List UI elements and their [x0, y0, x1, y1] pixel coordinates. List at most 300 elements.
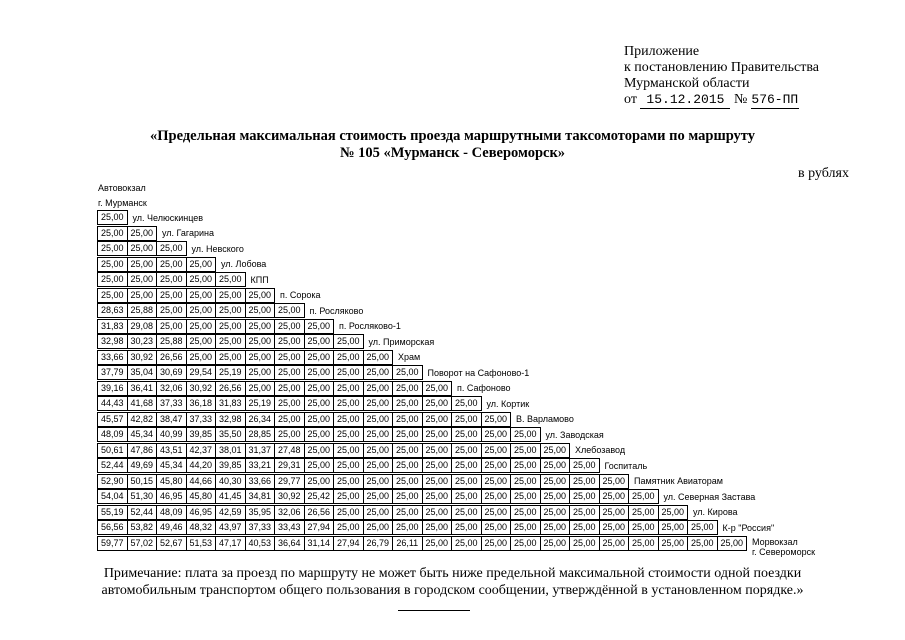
stop-name-line: ул. Кирова	[693, 507, 738, 517]
price-cell: 45,57	[97, 412, 128, 427]
price-cell: 25,00	[481, 427, 512, 442]
price-cell: 25,00	[510, 489, 541, 504]
price-cell: 25,00	[540, 474, 571, 489]
table-row	[97, 303, 363, 318]
price-cell: 25,00	[481, 474, 512, 489]
price-cell: 40,30	[215, 474, 246, 489]
price-cell: 25,00	[481, 443, 512, 458]
price-cell: 25,00	[215, 319, 246, 334]
price-cell: 25,00	[215, 272, 246, 287]
price-cell: 25,00	[363, 520, 394, 535]
table-row	[97, 210, 203, 225]
price-cell: 35,04	[127, 365, 158, 380]
price-cell: 25,00	[245, 365, 276, 380]
price-cell: 25,00	[333, 350, 364, 365]
footnote-line-2: автомобильным транспортом общего пользования в городском сообщении, утверждённой в установленном порядке.»	[101, 583, 804, 598]
price-cell: 25,00	[422, 474, 453, 489]
price-cell: 28,63	[97, 303, 128, 318]
stop-name-line: Морвокзал	[752, 537, 798, 547]
price-cell: 25,00	[363, 412, 394, 427]
price-cell: 25,00	[363, 474, 394, 489]
price-cell: 27,94	[333, 536, 364, 551]
price-cell: 25,00	[599, 505, 630, 520]
price-cell: 25,00	[363, 381, 394, 396]
stop-name	[162, 228, 214, 238]
price-cell: 25,00	[392, 520, 423, 535]
price-cell: 31,14	[304, 536, 335, 551]
price-cell: 25,00	[186, 303, 217, 318]
price-cell: 25,00	[540, 458, 571, 473]
price-cell: 49,69	[127, 458, 158, 473]
price-cell: 47,86	[127, 443, 158, 458]
table-row	[97, 412, 574, 427]
price-cell: 50,61	[97, 443, 128, 458]
price-cell: 41,68	[127, 396, 158, 411]
stop-name-line: Хлебозавод	[575, 445, 626, 455]
price-cell: 25,00	[333, 489, 364, 504]
stop-name	[575, 445, 625, 455]
price-cell: 25,00	[658, 520, 689, 535]
price-cell: 25,00	[481, 520, 512, 535]
stop-name	[752, 537, 815, 557]
price-cell: 55,19	[97, 505, 128, 520]
price-cell: 48,09	[156, 505, 187, 520]
price-cell: 57,02	[127, 536, 158, 551]
price-cell: 25,00	[569, 489, 600, 504]
stop-name	[546, 430, 604, 440]
stop-name	[398, 352, 420, 362]
price-cell: 25,00	[333, 520, 364, 535]
price-cell: 25,00	[392, 489, 423, 504]
stop-name-line: п. Сорока	[280, 290, 321, 300]
price-cell: 25,00	[97, 257, 128, 272]
price-cell: 46,95	[156, 489, 187, 504]
price-cell: 25,00	[392, 396, 423, 411]
stop-name	[369, 337, 435, 347]
price-cell: 25,00	[127, 257, 158, 272]
table-row	[97, 536, 816, 557]
price-cell: 44,43	[97, 396, 128, 411]
price-cell: 53,82	[127, 520, 158, 535]
stop-name	[339, 321, 401, 331]
price-cell: 45,34	[127, 427, 158, 442]
table-row	[97, 334, 434, 349]
price-cell: 25,00	[333, 381, 364, 396]
price-cell: 25,00	[156, 319, 187, 334]
stop-name	[693, 507, 738, 517]
stop-name	[428, 368, 530, 378]
price-cell: 25,00	[687, 520, 718, 535]
table-row	[97, 288, 321, 303]
price-cell: 25,00	[363, 505, 394, 520]
currency-unit: в рублях	[798, 166, 849, 181]
price-cell: 31,83	[97, 319, 128, 334]
price-cell: 25,00	[304, 443, 335, 458]
price-cell: 25,88	[156, 334, 187, 349]
price-cell: 25,00	[274, 412, 305, 427]
price-cell: 25,00	[97, 288, 128, 303]
price-cell: 26,56	[156, 350, 187, 365]
price-cell: 25,00	[510, 443, 541, 458]
stop-name-line: Госпиталь	[604, 460, 648, 471]
price-cell: 51,53	[186, 536, 217, 551]
price-cell: 30,23	[127, 334, 158, 349]
price-cell: 25,00	[451, 396, 482, 411]
price-cell: 25,00	[392, 505, 423, 520]
table-row	[97, 226, 214, 241]
price-cell: 52,44	[127, 505, 158, 520]
price-cell: 25,00	[333, 427, 364, 442]
price-cell: 25,00	[363, 396, 394, 411]
resolution-date: 15.12.2015	[640, 92, 730, 109]
price-cell: 26,11	[392, 536, 423, 551]
price-cell: 25,00	[392, 381, 423, 396]
price-cell: 25,00	[333, 396, 364, 411]
price-cell: 25,00	[274, 334, 305, 349]
price-cell: 25,00	[687, 536, 718, 551]
price-cell: 25,00	[156, 288, 187, 303]
price-cell: 30,69	[156, 365, 187, 380]
price-cell: 25,00	[451, 489, 482, 504]
price-cell: 25,00	[156, 272, 187, 287]
price-cell: 44,66	[186, 474, 217, 489]
price-cell: 25,00	[333, 412, 364, 427]
price-cell: 25,00	[451, 412, 482, 427]
table-row	[97, 319, 401, 334]
price-cell: 25,00	[510, 520, 541, 535]
price-cell: 25,00	[274, 396, 305, 411]
price-cell: 25,00	[422, 505, 453, 520]
stop-name-line: К-р "Россия"	[722, 522, 775, 533]
price-cell: 27,48	[274, 443, 305, 458]
price-cell: 25,00	[658, 536, 689, 551]
stop-name	[133, 213, 204, 223]
price-cell: 25,00	[569, 474, 600, 489]
price-cell: 25,00	[422, 427, 453, 442]
price-cell: 37,33	[186, 412, 217, 427]
price-cell: 25,19	[215, 365, 246, 380]
price-cell: 25,00	[540, 489, 571, 504]
price-cell: 44,20	[186, 458, 217, 473]
stop-name	[192, 244, 244, 254]
price-cell: 25,00	[392, 474, 423, 489]
price-cell: 25,00	[392, 427, 423, 442]
price-cell: 25,00	[333, 443, 364, 458]
price-cell: 25,00	[422, 381, 453, 396]
price-cell: 25,00	[451, 536, 482, 551]
price-cell: 32,06	[156, 381, 187, 396]
price-cell: 25,00	[510, 505, 541, 520]
table-row	[97, 443, 625, 458]
stop-name	[516, 414, 574, 424]
closing-rule	[398, 610, 470, 611]
price-cell: 25,00	[127, 288, 158, 303]
price-cell: 25,00	[274, 365, 305, 380]
price-cell: 36,41	[127, 381, 158, 396]
price-cell: 25,00	[422, 396, 453, 411]
price-cell: 25,00	[97, 241, 128, 256]
price-cell: 25,00	[392, 365, 423, 380]
price-cell: 25,00	[540, 443, 571, 458]
price-cell: 25,00	[304, 334, 335, 349]
price-cell: 25,00	[569, 536, 600, 551]
price-cell: 25,00	[599, 520, 630, 535]
stop-name-line: ул. Приморская	[368, 336, 435, 347]
price-cell: 48,32	[186, 520, 217, 535]
price-cell: 25,00	[540, 520, 571, 535]
price-cell: 35,50	[215, 427, 246, 442]
price-cell: 25,00	[717, 536, 748, 551]
price-cell: 25,00	[392, 443, 423, 458]
price-cell: 25,00	[304, 350, 335, 365]
price-cell: 33,43	[274, 520, 305, 535]
start-stop-line-1: Автовокзал	[98, 183, 146, 193]
price-cell: 25,00	[363, 458, 394, 473]
appendix-region: Мурманской области	[624, 76, 750, 91]
price-cell: 25,00	[245, 350, 276, 365]
price-cell: 25,00	[392, 458, 423, 473]
price-cell: 25,00	[510, 474, 541, 489]
price-cell: 26,79	[363, 536, 394, 551]
stop-name	[634, 476, 723, 486]
stop-name	[664, 492, 756, 502]
price-cell: 25,00	[599, 474, 630, 489]
price-cell: 25,00	[304, 412, 335, 427]
price-cell: 25,00	[628, 536, 659, 551]
price-cell: 36,64	[274, 536, 305, 551]
price-cell: 25,00	[274, 350, 305, 365]
price-cell: 33,21	[245, 458, 276, 473]
price-cell: 25,00	[215, 350, 246, 365]
price-cell: 25,00	[599, 489, 630, 504]
table-row	[97, 427, 604, 442]
price-cell: 25,00	[274, 319, 305, 334]
stop-name-line: ул. Северная Застава	[663, 491, 756, 502]
price-cell: 25,00	[451, 427, 482, 442]
price-cell: 30,92	[274, 489, 305, 504]
price-cell: 29,77	[274, 474, 305, 489]
stop-name-line: ул. Кортик	[486, 398, 530, 409]
table-row	[97, 474, 723, 489]
price-cell: 25,42	[304, 489, 335, 504]
price-cell: 25,00	[304, 396, 335, 411]
stop-name-line: ул. Лобова	[221, 259, 267, 269]
price-cell: 45,34	[156, 458, 187, 473]
stop-name	[457, 383, 511, 393]
price-cell: 37,33	[156, 396, 187, 411]
price-cell: 25,00	[97, 210, 128, 225]
price-cell: 25,00	[215, 303, 246, 318]
price-cell: 25,00	[569, 458, 600, 473]
stop-name	[251, 275, 269, 285]
start-stop-line-2: г. Мурманск	[98, 198, 147, 208]
price-cell: 30,92	[127, 350, 158, 365]
stop-name-line: ул. Гагарина	[162, 228, 215, 238]
price-cell: 30,92	[186, 381, 217, 396]
price-cell: 40,53	[245, 536, 276, 551]
price-cell: 25,00	[304, 365, 335, 380]
price-cell: 25,00	[274, 427, 305, 442]
price-cell: 25,00	[451, 520, 482, 535]
price-cell: 38,01	[215, 443, 246, 458]
document-title	[0, 128, 905, 162]
table-row	[97, 458, 647, 473]
price-cell: 26,34	[245, 412, 276, 427]
appendix-date-line	[624, 92, 819, 109]
price-cell: 51,30	[127, 489, 158, 504]
price-cell: 25,00	[510, 536, 541, 551]
price-cell: 25,00	[481, 489, 512, 504]
price-cell: 25,00	[333, 334, 364, 349]
price-cell: 25,00	[245, 319, 276, 334]
footnote-line-1: Примечание: плата за проезд по маршруту не может быть ниже предельной максимальной стоимости одной поездки	[103, 566, 802, 581]
price-cell: 25,00	[569, 520, 600, 535]
price-cell: 25,00	[274, 381, 305, 396]
price-cell: 25,00	[392, 412, 423, 427]
price-cell: 25,00	[628, 505, 659, 520]
table-row	[97, 520, 774, 535]
price-cell: 29,54	[186, 365, 217, 380]
price-cell: 25,00	[304, 458, 335, 473]
price-cell: 25,00	[97, 272, 128, 287]
stop-name	[310, 306, 364, 316]
price-cell: 25,00	[481, 505, 512, 520]
stop-name	[221, 259, 266, 269]
price-cell: 29,31	[274, 458, 305, 473]
title-line-2: № 105 «Мурманск - Североморск»	[339, 145, 566, 161]
table-row	[97, 350, 420, 365]
price-cell: 48,09	[97, 427, 128, 442]
price-cell: 25,00	[215, 334, 246, 349]
price-cell: 25,00	[363, 489, 394, 504]
price-cell: 25,00	[422, 412, 453, 427]
price-cell: 25,00	[599, 536, 630, 551]
price-cell: 43,97	[215, 520, 246, 535]
price-cell: 25,00	[451, 443, 482, 458]
price-cell: 47,17	[215, 536, 246, 551]
price-cell: 25,00	[569, 505, 600, 520]
price-cell: 25,00	[510, 427, 541, 442]
price-cell: 25,00	[510, 458, 541, 473]
table-row	[97, 489, 755, 504]
price-cell: 25,00	[186, 257, 217, 272]
price-cell: 39,16	[97, 381, 128, 396]
stop-name-line: ул. Челюскинцев	[132, 212, 204, 223]
table-row	[97, 272, 269, 287]
start-stop	[98, 181, 147, 211]
price-cell: 26,56	[215, 381, 246, 396]
price-cell: 32,06	[274, 505, 305, 520]
price-cell: 25,00	[333, 365, 364, 380]
price-cell: 39,85	[215, 458, 246, 473]
stop-name-line: г. Североморск	[752, 547, 816, 557]
price-cell: 25,00	[481, 412, 512, 427]
price-cell: 31,37	[245, 443, 276, 458]
price-cell: 25,00	[127, 241, 158, 256]
price-cell: 25,00	[540, 536, 571, 551]
price-cell: 27,94	[304, 520, 335, 535]
price-cell: 25,00	[245, 381, 276, 396]
price-cell: 33,66	[97, 350, 128, 365]
price-cell: 25,00	[186, 319, 217, 334]
price-cell: 52,67	[156, 536, 187, 551]
price-cell: 38,47	[156, 412, 187, 427]
stop-name	[605, 461, 648, 471]
price-cell: 25,00	[481, 536, 512, 551]
price-cell: 25,00	[658, 505, 689, 520]
price-cell: 36,18	[186, 396, 217, 411]
price-cell: 25,00	[186, 288, 217, 303]
price-cell: 25,00	[156, 257, 187, 272]
price-cell: 25,88	[127, 303, 158, 318]
price-cell: 43,51	[156, 443, 187, 458]
price-cell: 25,00	[245, 334, 276, 349]
stop-name-line: п. Сафоново	[457, 383, 511, 393]
appendix-from-label: от	[624, 92, 637, 107]
price-cell: 37,33	[245, 520, 276, 535]
price-cell: 25,00	[245, 303, 276, 318]
price-cell: 41,45	[215, 489, 246, 504]
price-cell: 46,95	[186, 505, 217, 520]
resolution-number: 576-ПП	[751, 92, 799, 107]
price-cell: 54,04	[97, 489, 128, 504]
price-cell: 35,95	[245, 505, 276, 520]
price-cell: 25,00	[156, 303, 187, 318]
price-cell: 25,00	[363, 350, 394, 365]
price-cell: 25,00	[186, 350, 217, 365]
price-cell: 25,00	[422, 489, 453, 504]
price-cell: 42,59	[215, 505, 246, 520]
price-cell: 25,00	[422, 536, 453, 551]
price-cell: 25,00	[304, 427, 335, 442]
appendix-heading: Приложение	[624, 44, 700, 59]
price-cell: 25,00	[127, 226, 158, 241]
price-cell: 45,80	[156, 474, 187, 489]
price-cell: 25,00	[304, 319, 335, 334]
price-cell: 25,00	[363, 365, 394, 380]
price-cell: 50,15	[127, 474, 158, 489]
price-cell: 42,82	[127, 412, 158, 427]
table-row	[97, 396, 529, 411]
table-row	[97, 241, 244, 256]
price-cell: 42,37	[186, 443, 217, 458]
price-cell: 25,00	[451, 474, 482, 489]
price-cell: 25,19	[245, 396, 276, 411]
price-cell: 25,00	[628, 520, 659, 535]
price-cell: 33,66	[245, 474, 276, 489]
price-cell: 28,85	[245, 427, 276, 442]
price-cell: 25,00	[451, 505, 482, 520]
price-cell: 25,00	[97, 226, 128, 241]
stop-name-line: п. Росляково	[309, 305, 364, 316]
stop-name	[487, 399, 530, 409]
table-row	[97, 381, 511, 396]
title-line-1: «Предельная максимальная стоимость проезда маршрутными таксомоторами по маршруту	[150, 128, 755, 144]
price-cell: 25,00	[274, 303, 305, 318]
price-cell: 25,00	[245, 288, 276, 303]
price-cell: 25,00	[422, 458, 453, 473]
price-cell: 25,00	[186, 272, 217, 287]
stop-name-line: п. Росляково-1	[339, 321, 401, 331]
price-cell: 25,00	[304, 381, 335, 396]
price-cell: 25,00	[451, 458, 482, 473]
stop-name	[280, 290, 321, 300]
price-cell: 25,00	[422, 443, 453, 458]
price-cell: 25,00	[156, 241, 187, 256]
number-sign: №	[733, 92, 748, 107]
price-cell: 49,46	[156, 520, 187, 535]
price-cell: 37,79	[97, 365, 128, 380]
